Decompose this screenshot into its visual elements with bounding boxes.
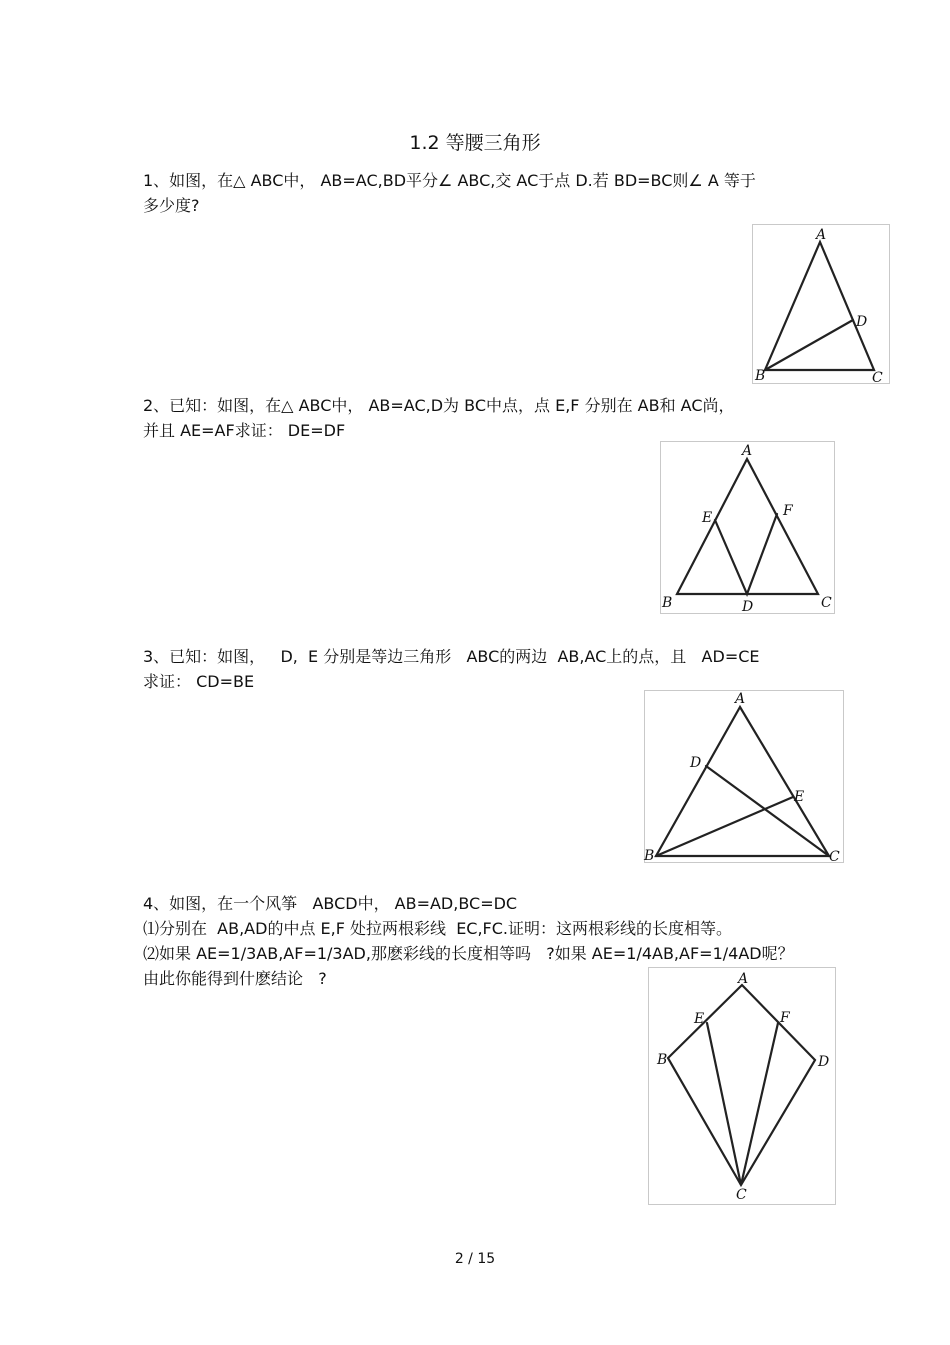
label-e: E [702,510,713,526]
label-f: F [783,503,793,519]
label-e: E [694,1011,705,1027]
question-3-line-2: 求证： CD=BE [143,672,255,691]
question-4-line-4: 由此你能得到什麽结论 ? [143,969,327,988]
triangle-abc [765,242,874,370]
label-a: A [735,691,746,707]
label-a: A [816,227,827,243]
segment-be [656,797,793,856]
label-b: B [662,595,673,611]
label-a: A [738,971,749,987]
label-d: D [690,755,702,771]
question-4-line-3: ⑵如果 AE=1/3AB,AF=1/3AD,那麽彩线的长度相等吗 ?如果 AE=1/4AB,AF=1/4AD呢？ [143,944,794,963]
question-2-line-1: 2、已知：如图，在△ ABC中， AB=AC,D为 BC中点，点 E,F 分别在 AB和 AC尚， [143,396,735,415]
segments-ec-fc [707,1023,778,1185]
page-number: 2 / 15 [454,1251,496,1267]
question-3-line-1: 3、已知：如图， D, E 分别是等边三角形 ABC的两边 AB,AC上的点，且 AD=CE [143,647,760,666]
question-1-line-1: 1、如图，在△ ABC中， AB=AC,BD平分∠ ABC,交 AC于点 D.若 BD=BC则∠ A 等于 [143,171,756,190]
label-d: D [856,314,868,330]
label-a: A [742,443,753,459]
label-c: C [736,1187,747,1203]
figure-1 [752,224,890,384]
label-c: C [821,595,832,611]
segments-ed-df [715,514,777,594]
label-b: B [755,368,766,384]
figure-2 [660,441,835,614]
label-c: C [872,370,883,386]
segment-bd [765,320,853,370]
question-1-line-2: 多少度? [143,196,200,215]
page-title: 1.2 等腰三角形 [409,132,541,154]
triangle-abc [656,707,829,856]
figure-3 [644,690,844,863]
label-b: B [644,848,655,864]
triangle-abc [677,459,818,594]
label-d: D [742,599,754,615]
figure-4 [648,967,836,1205]
kite-abcd [668,985,815,1185]
label-c: C [829,849,840,865]
label-d: D [818,1054,830,1070]
question-4-line-1: 4、如图，在一个风筝 ABCD中， AB=AD,BC=DC [143,894,518,913]
label-b: B [657,1052,668,1068]
label-f: F [780,1010,790,1026]
question-4-line-2: ⑴分别在 AB,AD的中点 E,F 处拉两根彩线 EC,FC.证明：这两根彩线的长度相等。 [143,919,733,938]
segment-cd [706,766,829,856]
label-e: E [794,789,805,805]
question-2-line-2: 并且 AE=AF求证： DE=DF [143,421,346,440]
